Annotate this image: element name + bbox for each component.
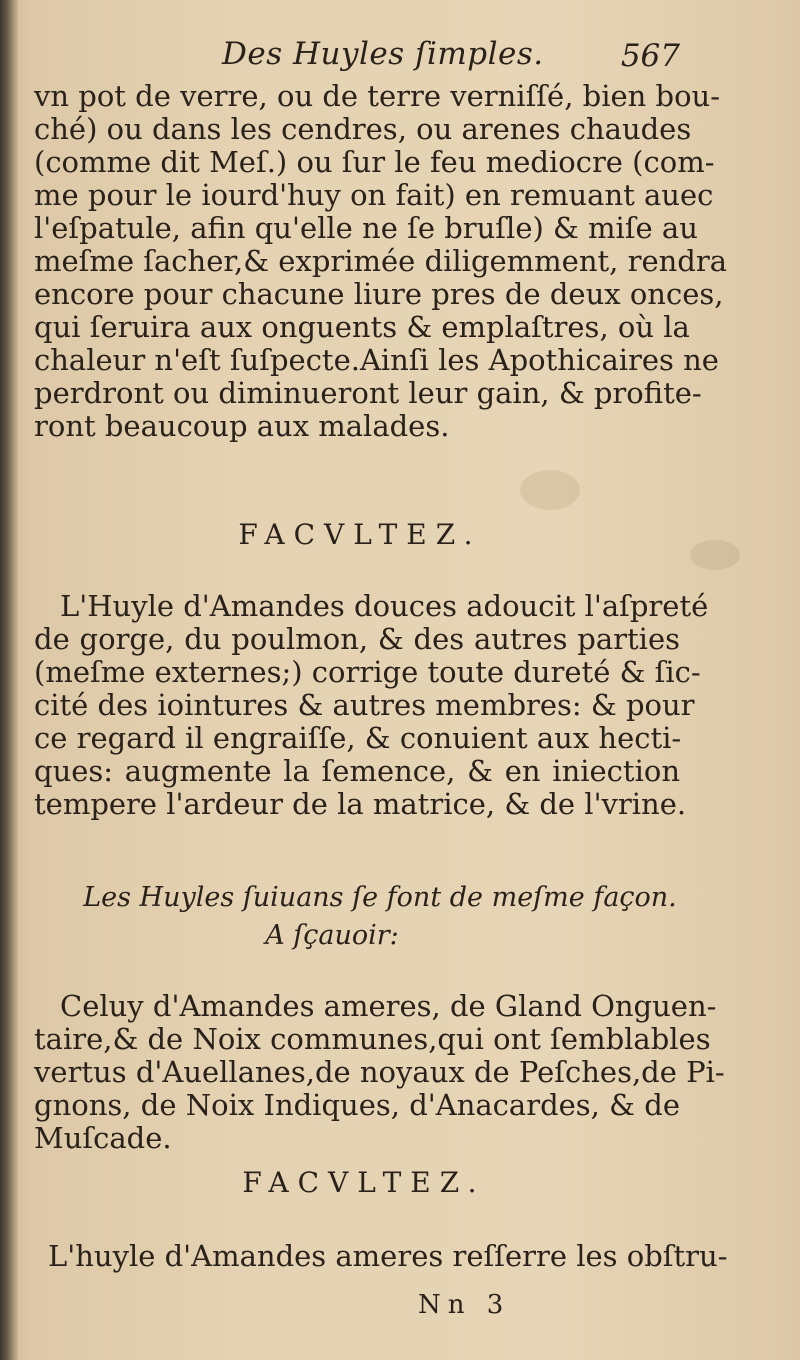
- running-title: Des Huyles ſimples.: [222, 36, 544, 72]
- text-line: (meſme externes;) corrige toute dureté & ſic-: [34, 655, 701, 689]
- italic-caption: Les Huyles ſuiuans ſe font de meſme façon.: [83, 882, 677, 913]
- text-line: ques: augmente la ſemence, & en iniection: [34, 754, 680, 788]
- text-line: vn pot de verre, ou de terre verniſſé, bien bou-: [34, 79, 721, 113]
- paragraph-other-oils: [34, 989, 725, 1155]
- text-line: (comme dit Meſ.) ou ſur le feu mediocre (com-: [34, 145, 715, 179]
- text-line: vertus d'Auellanes,de noyaux de Peſches,de Pi-: [34, 1055, 725, 1089]
- text-line: me pour le iourd'huy on fait) en remuant auec: [34, 178, 714, 212]
- running-header: [200, 30, 680, 80]
- text-line: ché) ou dans les cendres, ou arenes chaudes: [34, 112, 692, 146]
- text-line: gnons, de Noix Indiques, d'Anacardes, & de: [34, 1088, 680, 1122]
- section-heading-facultez: FACVLTEZ.: [238, 518, 482, 551]
- text-line: chaleur n'eſt ſuſpecte.Ainſi les Apothicaires ne: [34, 343, 719, 377]
- text-line: meſme ſacher,& exprimée diligemment, rendra: [34, 244, 728, 278]
- page-number: 567: [620, 38, 680, 74]
- text-line: qui ſeruira aux onguents & emplaſtres, où la: [34, 310, 690, 344]
- text-line: Celuy d'Amandes ameres, de Gland Onguen-: [60, 989, 717, 1023]
- text-line: tempere l'ardeur de la matrice, & de l'vrine.: [34, 787, 687, 821]
- section-heading-facultez: FACVLTEZ.: [242, 1166, 486, 1199]
- text-line: ront beaucoup aux malades.: [34, 409, 450, 443]
- text-line: Muſcade.: [34, 1121, 172, 1155]
- text-line: perdront ou diminueront leur gain, & profite-: [34, 376, 702, 410]
- paragraph-preparation: [34, 79, 728, 443]
- text-line: encore pour chacune liure pres de deux onces,: [34, 277, 724, 311]
- text-line: l'eſpatule, afin qu'elle ne ſe bruſle) & miſe au: [34, 211, 698, 245]
- italic-subcaption: A ſçauoir:: [265, 920, 399, 951]
- text-line: taire,& de Noix communes,qui ont ſemblables: [34, 1022, 711, 1056]
- signature-mark: Nn 3: [418, 1290, 511, 1320]
- paragraph-sweet-almond-oil: [34, 589, 709, 821]
- paragraph-bitter-almond-oil: [34, 1239, 728, 1273]
- text-line: L'huyle d'Amandes ameres reſſerre les obſtru-: [48, 1239, 728, 1273]
- text-line: ce regard il engraiſſe, & conuient aux hecti-: [34, 721, 682, 755]
- page-gutter: [0, 0, 18, 1360]
- paper-stain: [520, 470, 580, 510]
- text-line: L'Huyle d'Amandes douces adoucit l'aſpreté: [60, 589, 709, 623]
- text-line: cité des iointures & autres membres: & pour: [34, 688, 695, 722]
- text-line: de gorge, du poulmon, & des autres parties: [34, 622, 680, 656]
